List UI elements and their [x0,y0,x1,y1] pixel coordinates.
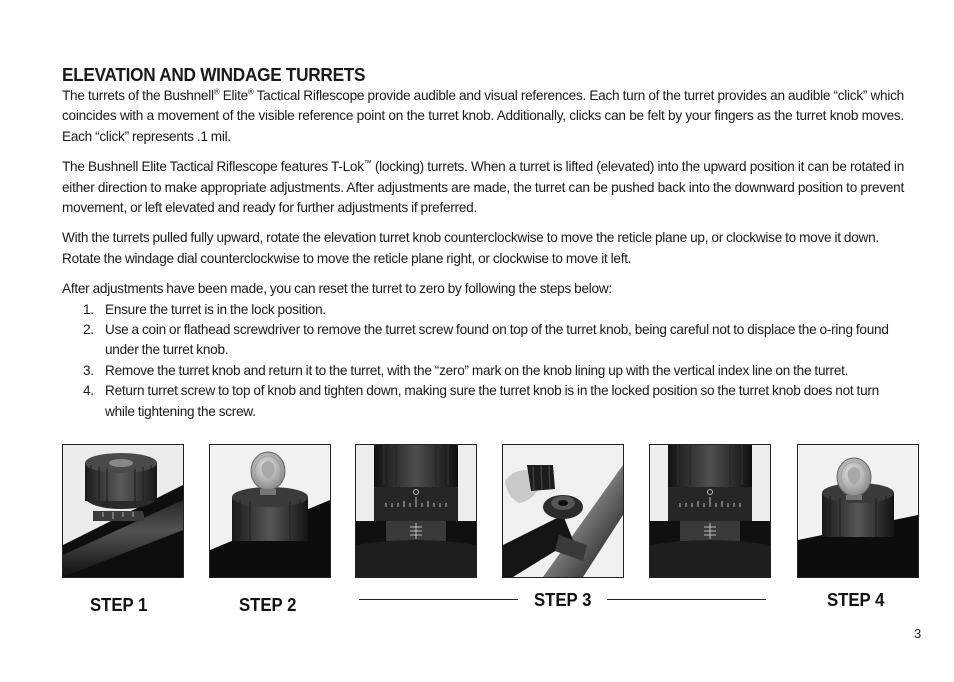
paragraph-turret-references: The turrets of the Bushnell® Elite® Tactical Riflescope provide audible and visual references. Each turn of the turret provides an audible “click” which coincides with a movement of the visible reference point on the turret knob. Additionally, clicks can be felt by your fingers as the turret knob moves. Each “click” represents .1 mil. [62,87,904,144]
paragraph-adjustment-directions: With the turrets pulled fully upward, rotate the elevation turret knob counterclockwise to move the reticle plane up, or clockwise to move it down. Rotate the windage dial counterclockwise to move the reticle plane right, or clockwise to move it left. [62,230,879,266]
coin-on-turret-image [210,445,330,577]
photo-removing-knob [502,444,624,578]
list-item: 2. Use a coin or flathead screwdriver to remove the turret screw found on top of the turret knob, being careful not to displace the o-ring found under the turret knob. [83,322,889,358]
trademark-mark: ™ [363,158,372,168]
zero-mark-image [650,445,770,577]
paragraph-reset-intro: After adjustments have been made, you can reset the turret to zero by following the steps below: [62,281,612,297]
list-item: 1. Ensure the turret is in the lock position. [83,301,326,317]
registered-mark: ® [247,87,254,97]
list-item: 3. Remove the turret knob and return it to the turret, with the “zero” mark on the knob lining up with the vertical index line on the turret. [83,362,849,378]
reset-steps-list [62,300,904,422]
body-text [62,86,904,422]
turret-scale-image [356,445,476,577]
step-4-label: STEP 4 [827,590,885,610]
step-3-rule-left [359,599,518,600]
photo-turret-locked [62,444,184,578]
step-1-label: STEP 1 [90,595,148,615]
turret-knob-image [63,445,183,577]
section-heading: ELEVATION AND WINDAGE TURRETS [62,64,366,85]
step-3-rule-right [607,599,766,600]
page-number: 3 [914,626,922,641]
paragraph-t-lok: The Bushnell Elite Tactical Riflescope features T-Lok™ (locking) turrets. When a turret is lifted (elevated) into the upward position it can be rotated in either direction to make appropriate adjustments. After adjustments are made, the turret can be pushed back into the downward position to prevent movement, or left elevated and ready for further adjustments if preferred. [62,158,905,216]
step-2-label: STEP 2 [239,595,297,615]
photo-zero-aligned [649,444,771,578]
list-item: 4. Return turret screw to top of knob and tighten down, making sure the turret knob is in the locked position so the turret knob does not turn while tightening the screw. [83,383,879,419]
photo-coin-tightening-screw [797,444,919,578]
step-3-label: STEP 3 [534,590,592,610]
knob-removal-image [503,445,623,577]
registered-mark: ® [213,87,220,97]
photo-turret-index-line [355,444,477,578]
photo-coin-removing-screw [209,444,331,578]
coin-tightening-image [798,445,918,577]
